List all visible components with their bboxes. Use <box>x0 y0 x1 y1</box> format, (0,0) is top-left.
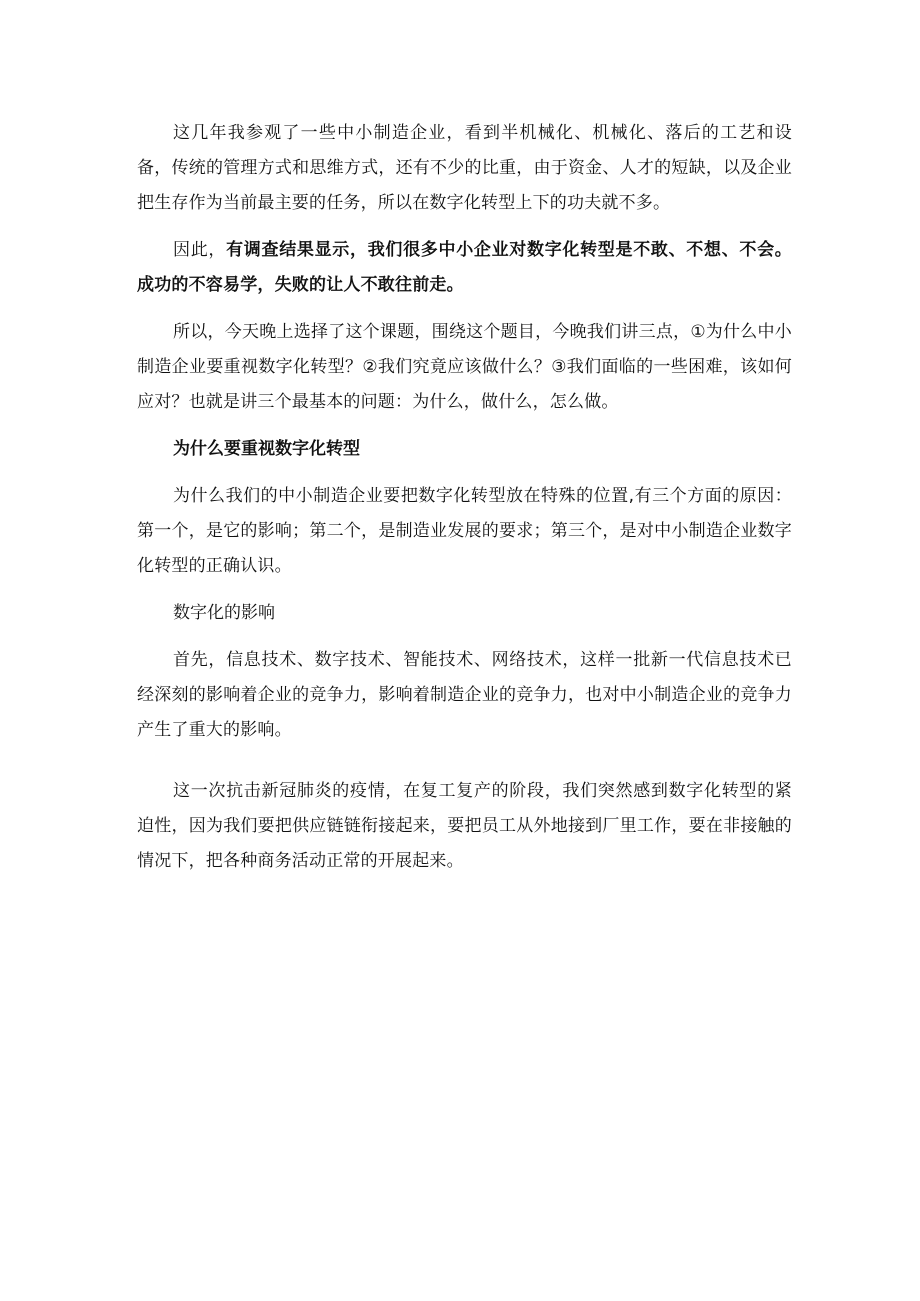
document-body <box>137 116 792 891</box>
paragraph-pandemic: 这一次抗击新冠肺炎的疫情，在复工复产的阶段，我们突然感到数字化转型的紧迫性，因为我们要把供应链链衔接起来，要把员工从外地接到厂里工作，要在非接触的情况下，把各种商务活动正常的开展起来。 <box>137 781 792 871</box>
paragraph-tech-impact: 首先，信息技术、数字技术、智能技术、网络技术，这样一批新一代信息技术已经深刻的影响着企业的竞争力，影响着制造企业的竞争力，也对中小制造企业的竞争力产生了重大的影响。 <box>137 650 792 740</box>
paragraph-survey-lead: 因此， <box>173 240 227 260</box>
paragraph-survey-bold: 有调查结果显示，我们很多中小企业对数字化转型是不敢、不想、不会。成功的不容易学，失败的让人不敢往前走。 <box>137 240 792 295</box>
paragraph-survey <box>137 233 792 303</box>
subsection-heading-digital-impact: 数字化的影响 <box>173 603 275 623</box>
paragraph-intro: 这几年我参观了一些中小制造企业，看到半机械化、机械化、落后的工艺和设备，传统的管理方式和思维方式，还有不少的比重，由于资金、人才的短缺，以及企业把生存作为当前最主要的任务，所以在数字化转型上下的功夫就不多。 <box>137 123 792 213</box>
paragraph-topic-outline: 所以，今天晚上选择了这个课题，围绕这个题目，今晚我们讲三点，①为什么中小制造企业要重视数字化转型？②我们究竟应该做什么？③我们面临的一些困难，该如何应对？也就是讲三个最基本的问题：为什么，做什么，怎么做。 <box>137 322 792 412</box>
paragraph-three-reasons: 为什么我们的中小制造企业要把数字化转型放在特殊的位置,有三个方面的原因：第一个，是它的影响；第二个，是制造业发展的要求；第三个，是对中小制造企业数字化转型的正确认识。 <box>137 486 792 576</box>
section-heading-why: 为什么要重视数字化转型 <box>173 439 360 459</box>
